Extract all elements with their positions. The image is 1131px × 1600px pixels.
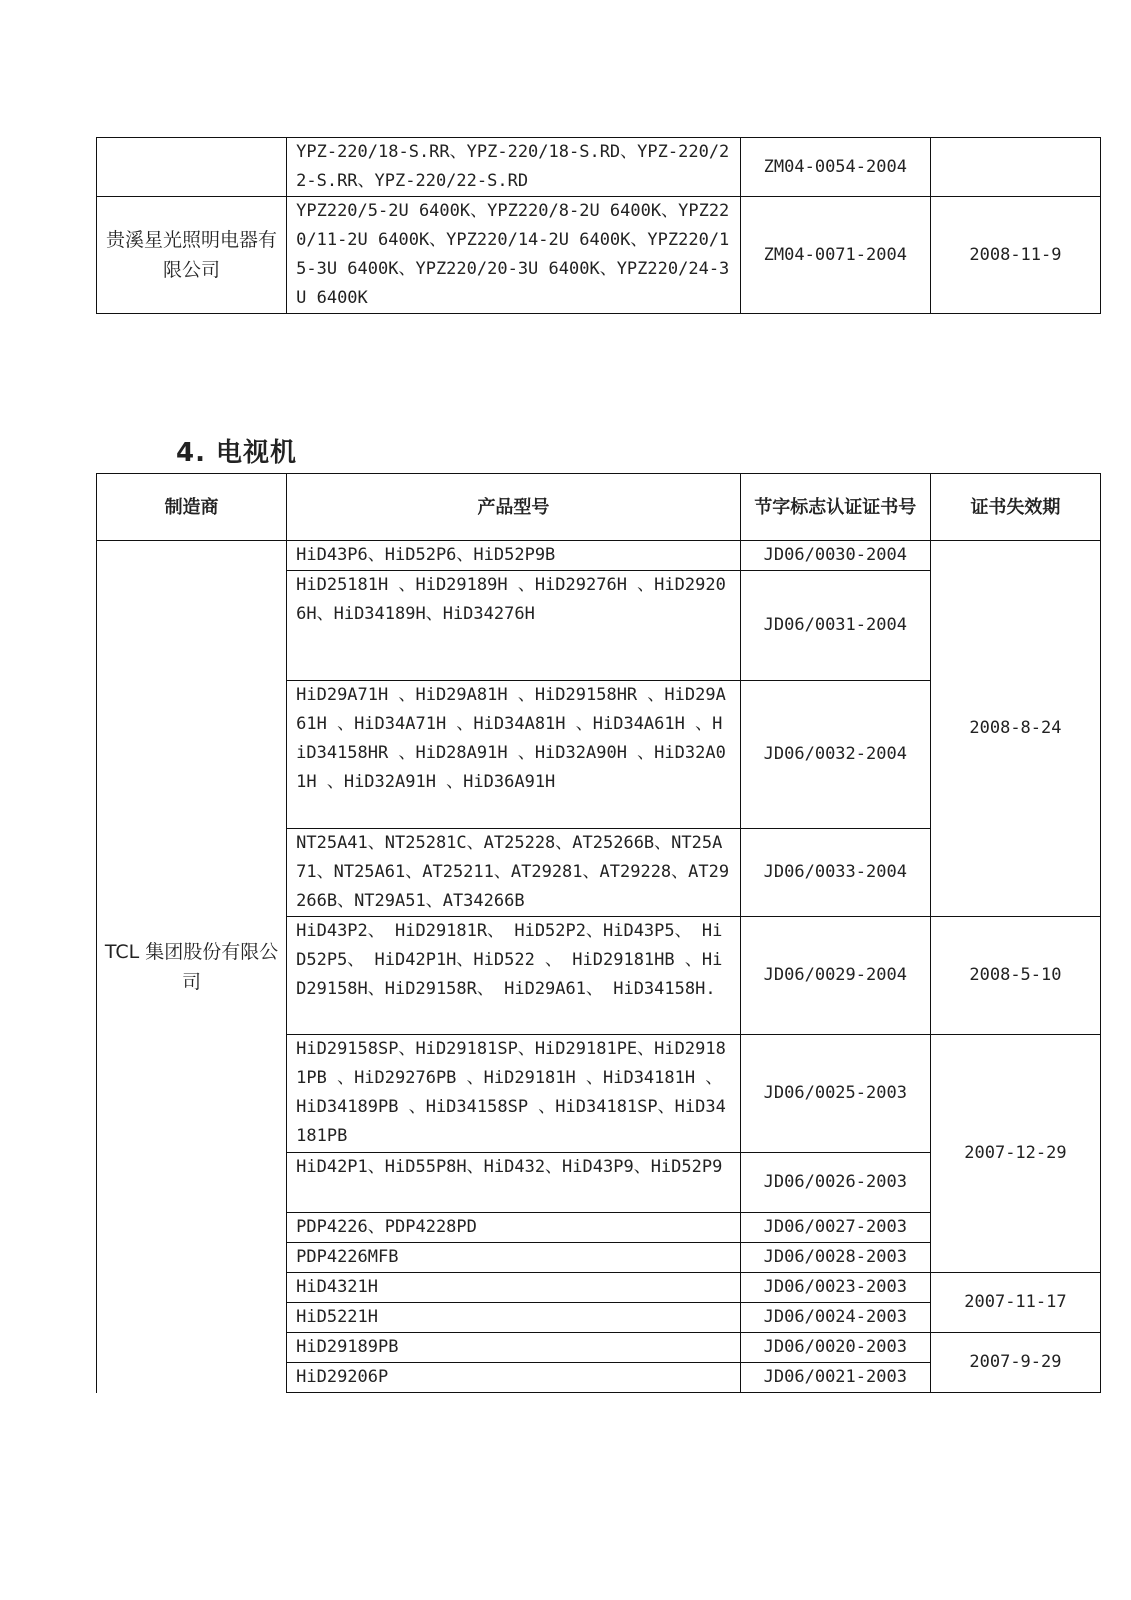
model-cell: YPZ220/5-2U 6400K、YPZ220/8-2U 6400K、YPZ220/11-2U 6400K、YPZ220/14-2U 6400K、YPZ220/15-3U 6400K、YPZ220/20-3U 6400K、YPZ220/24-3U 6400K (287, 197, 741, 314)
model-cell: HiD29A71H 、HiD29A81H 、HiD29158HR 、HiD29A61H 、HiD34A71H 、HiD34A81H 、HiD34A61H 、HiD34158HR 、HiD28A91H 、HiD32A90H 、HiD32A01H 、HiD32A91H 、HiD36A91H (287, 681, 741, 829)
cert-cell: ZM04-0071-2004 (740, 197, 930, 314)
cert-cell: JD06/0030-2004 (740, 541, 930, 571)
manufacturer-cell (97, 138, 287, 197)
model-cell: HiD43P2、 HiD29181R、 HiD52P2、HiD43P5、 HiD52P5、 HiD42P1H、HiD522 、 HiD29181HB 、HiD29158H、HiD29158R、 HiD29A61、 HiD34158H. (287, 917, 741, 1035)
manufacturer-cell: TCL 集团股份有限公司 (97, 541, 287, 1393)
table-row (97, 197, 1101, 314)
model-cell: HiD5221H (287, 1303, 741, 1333)
header-cert: 节字标志认证证书号 (740, 474, 930, 541)
model-cell: PDP4226、PDP4228PD (287, 1213, 741, 1243)
header-expiry: 证书失效期 (930, 474, 1100, 541)
cert-cell: JD06/0031-2004 (740, 571, 930, 681)
cert-cell: JD06/0021-2003 (740, 1363, 930, 1393)
expiry-cell: 2007-12-29 (930, 1035, 1100, 1273)
cert-cell: JD06/0025-2003 (740, 1035, 930, 1153)
table-row (97, 138, 1101, 197)
expiry-cell: 2007-11-17 (930, 1273, 1100, 1333)
lighting-cert-table (96, 137, 1101, 314)
section-title: 4. 电视机 (176, 438, 298, 468)
header-manufacturer: 制造商 (97, 474, 287, 541)
cert-cell: JD06/0029-2004 (740, 917, 930, 1035)
manufacturer-cell: 贵溪星光照明电器有限公司 (97, 197, 287, 314)
cert-cell: JD06/0026-2003 (740, 1153, 930, 1213)
cert-cell: JD06/0024-2003 (740, 1303, 930, 1333)
cert-cell: JD06/0027-2003 (740, 1213, 930, 1243)
model-cell: HiD29189PB (287, 1333, 741, 1363)
model-cell: YPZ-220/18-S.RR、YPZ-220/18-S.RD、YPZ-220/22-S.RR、YPZ-220/22-S.RD (287, 138, 741, 197)
expiry-cell (930, 138, 1100, 197)
expiry-cell: 2007-9-29 (930, 1333, 1100, 1393)
cert-cell: JD06/0033-2004 (740, 829, 930, 917)
model-cell: HiD42P1、HiD55P8H、HiD432、HiD43P9、HiD52P9 (287, 1153, 741, 1213)
cert-cell: JD06/0023-2003 (740, 1273, 930, 1303)
cert-cell: JD06/0020-2003 (740, 1333, 930, 1363)
model-cell: NT25A41、NT25281C、AT25228、AT25266B、NT25A71、NT25A61、AT25211、AT29281、AT29228、AT29266B、NT29A51、AT34266B (287, 829, 741, 917)
tv-cert-table (96, 473, 1101, 1393)
expiry-cell: 2008-11-9 (930, 197, 1100, 314)
model-cell: HiD29158SP、HiD29181SP、HiD29181PE、HiD29181PB 、HiD29276PB 、HiD29181H 、HiD34181H 、HiD34189PB 、HiD34158SP 、HiD34181SP、HiD34181PB (287, 1035, 741, 1153)
cert-cell: JD06/0028-2003 (740, 1243, 930, 1273)
model-cell: HiD4321H (287, 1273, 741, 1303)
cert-cell: ZM04-0054-2004 (740, 138, 930, 197)
model-cell: HiD43P6、HiD52P6、HiD52P9B (287, 541, 741, 571)
table-row (97, 541, 1101, 571)
expiry-cell: 2008-5-10 (930, 917, 1100, 1035)
header-model: 产品型号 (287, 474, 741, 541)
header-row (97, 474, 1101, 541)
expiry-cell: 2008-8-24 (930, 541, 1100, 917)
model-cell: HiD29206P (287, 1363, 741, 1393)
cert-cell: JD06/0032-2004 (740, 681, 930, 829)
model-cell: PDP4226MFB (287, 1243, 741, 1273)
model-cell: HiD25181H 、HiD29189H 、HiD29276H 、HiD29206H、HiD34189H、HiD34276H (287, 571, 741, 681)
